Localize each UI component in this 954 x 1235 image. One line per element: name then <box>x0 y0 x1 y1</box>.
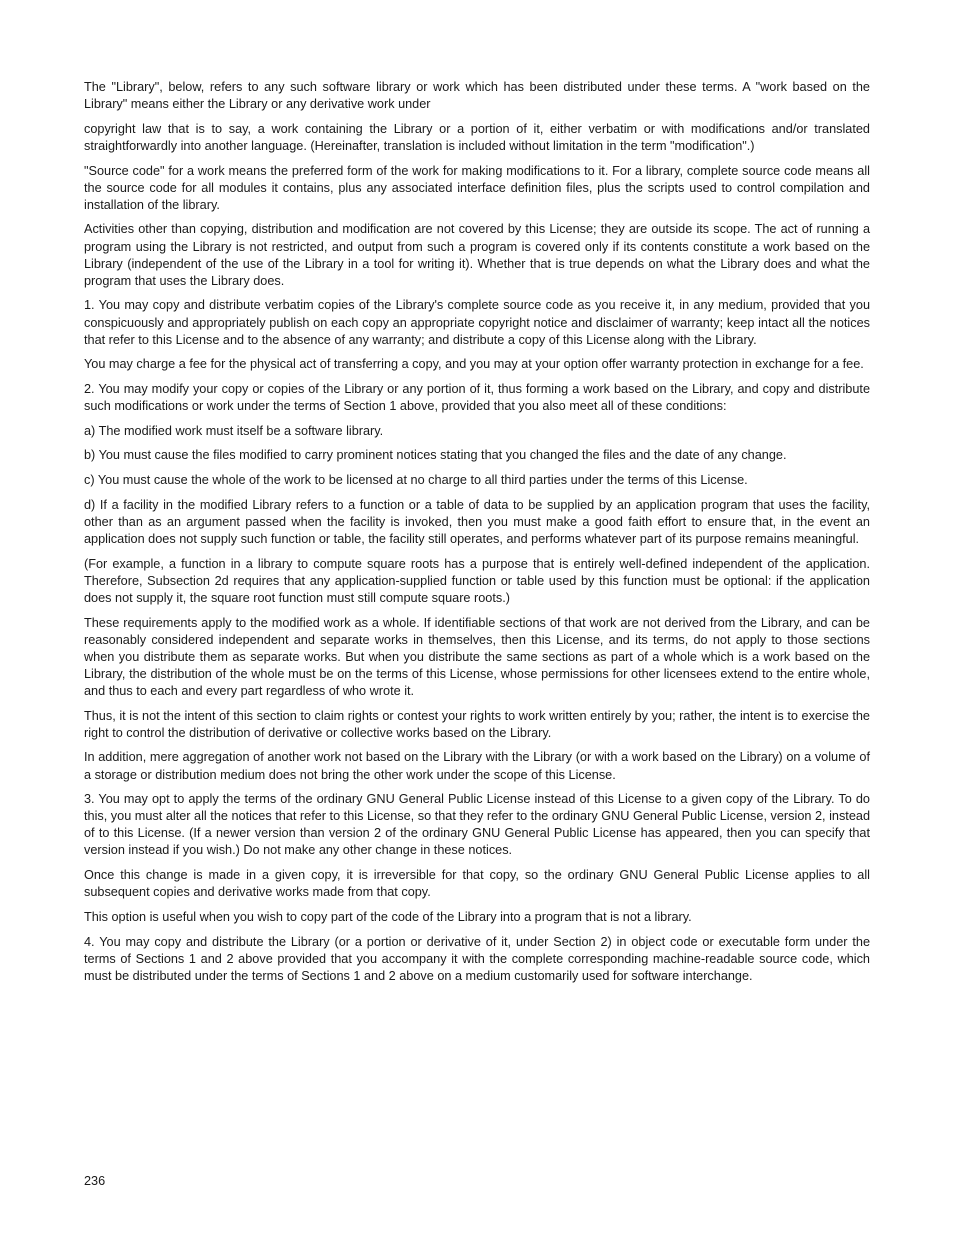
paragraph-aggregation: In addition, mere aggregation of another work not based on the Library with the Library (or with a work based on the Library) on a volume of a storage or distribution medium does not bring the other work under the scope of this License. <box>84 750 870 782</box>
paragraph-section-3: 3. You may opt to apply the terms of the ordinary GNU General Public License instead of this License to a given copy of the Library. To do this, you must alter all the notices that refer to this License, so that they refer to the ordinary GNU General Public License, version 2, instead of to this License. (If a newer version than version 2 of the ordinary GNU General Public License has appeared, then you can specify that version instead if you wish.) Do not make any other change in these notices. <box>84 792 870 858</box>
paragraph-condition-a: a) The modified work must itself be a software library. <box>84 423 384 438</box>
paragraph-condition-c: c) You must cause the whole of the work to be licensed at no charge to all third parties under the terms of this License. <box>84 473 748 488</box>
paragraph-activities-scope: Activities other than copying, distribution and modification are not covered by this License; they are outside its scope. The act of running a program using the Library is not restricted, and output from such a program is covered only if its contents constitute a work based on the Library (independent of the use of the Library in a tool for writing it). Whether that is true depends on what the Library does and what the program that uses the Library does. <box>84 222 870 288</box>
paragraph-source-code: "Source code" for a work means the preferred form of the work for making modifications to it. For a library, complete source code means all the source code for all modules it contains, plus any associated interface definition files, plus the scripts used to control compilation and installation of the library. <box>84 163 870 212</box>
paragraph-option-useful: This option is useful when you wish to copy part of the code of the Library into a program that is not a library. <box>84 909 692 924</box>
page-body <box>84 79 870 993</box>
paragraph-section-4: 4. You may copy and distribute the Library (or a portion or derivative of it, under Section 2) in object code or executable form under the terms of Sections 1 and 2 above provided that you accompany it with the complete corresponding machine-readable source code, which must be distributed under the terms of Sections 1 and 2 above on a medium customarily used for software interchange. <box>84 934 870 983</box>
paragraph-section-1: 1. You may copy and distribute verbatim copies of the Library's complete source code as you receive it, in any medium, provided that you conspicuously and appropriately publish on each copy an appropriate copyright notice and disclaimer of warranty; keep intact all the notices that refer to this License and to the absence of any warranty; and distribute a copy of this License along with the Library. <box>84 298 870 347</box>
paragraph-requirements-whole: These requirements apply to the modified work as a whole. If identifiable sections of that work are not derived from the Library, and can be reasonably considered independent and separate works in themselves, then this License, and its terms, do not apply to those sections when you distribute them as separate works. But when you distribute the same sections as part of a whole which is a work based on the Library, the distribution of the whole must be on the terms of this License, whose permissions for other licensees extend to the entire whole, and thus to each and every part regardless of who wrote it. <box>84 615 870 698</box>
paragraph-condition-d: d) If a facility in the modified Library refers to a function or a table of data to be supplied by an application program that uses the facility, other than as an argument passed when the facility is invoked, then you must make a good faith effort to ensure that, in the event an application does not supply such function or table, the facility still operates, and performs whatever part of its purpose remains meaningful. <box>84 497 870 546</box>
paragraph-irreversible: Once this change is made in a given copy, it is irreversible for that copy, so the ordinary GNU General Public License applies to all subsequent copies and derivative works made from that copy. <box>84 868 870 900</box>
paragraph-section-2: 2. You may modify your copy or copies of the Library or any portion of it, thus forming a work based on the Library, and copy and distribute such modifications or work under the terms of Section 1 above, provided that you also meet all of these conditions: <box>84 381 870 414</box>
page-number: 236 <box>84 1174 106 1188</box>
paragraph-charge-fee: You may charge a fee for the physical act of transferring a copy, and you may at your option offer warranty protection in exchange for a fee. <box>84 357 864 372</box>
paragraph-intent: Thus, it is not the intent of this section to claim rights or contest your rights to work written entirely by you; rather, the intent is to exercise the right to control the distribution of derivative or collective works based on the Library. <box>84 708 870 740</box>
paragraph-copyright-law: copyright law that is to say, a work containing the Library or a portion of it, either verbatim or with modifications and/or translated straightforwardly into another language. (Hereinafter, translation is included without limitation in the term "modification".) <box>84 121 870 153</box>
paragraph-example-square-roots: (For example, a function in a library to compute square roots has a purpose that is entirely well-defined independent of the application. Therefore, Subsection 2d requires that any application-supplied function or table used by this function must be optional: if the application does not supply it, the square root function must still compute square roots.) <box>84 556 870 605</box>
paragraph-condition-b: b) You must cause the files modified to carry prominent notices stating that you changed the files and the date of any change. <box>84 448 787 463</box>
paragraph-library-definition: The "Library", below, refers to any such software library or work which has been distributed under these terms. A "work based on the Library" means either the Library or any derivative work under <box>84 80 870 112</box>
